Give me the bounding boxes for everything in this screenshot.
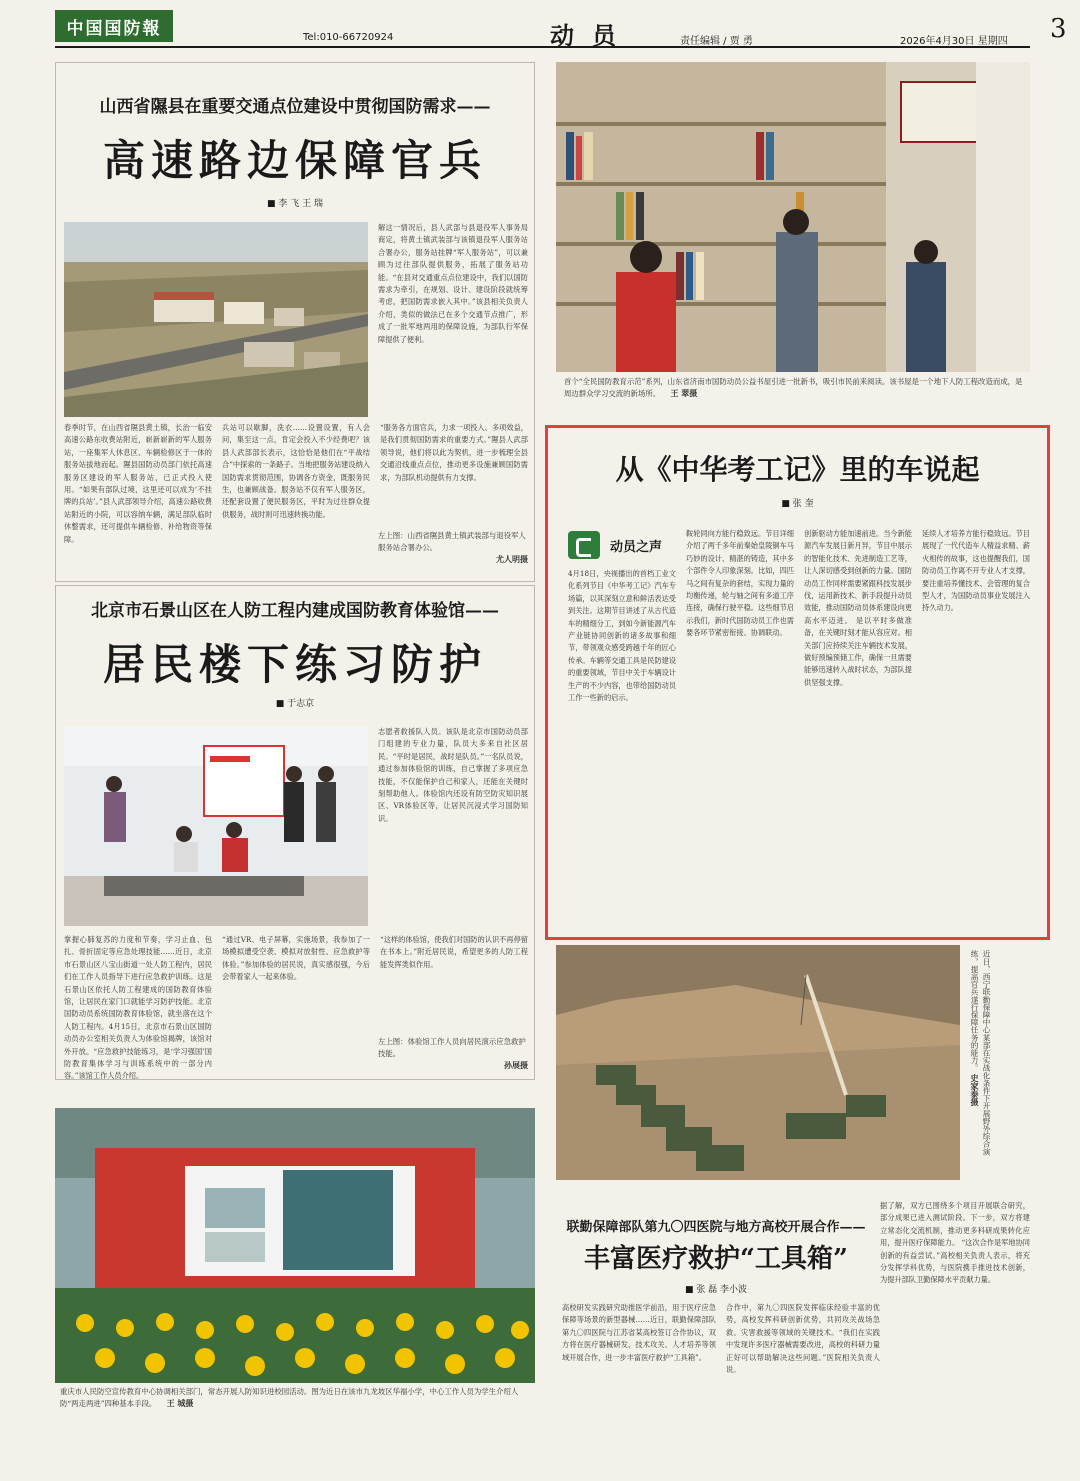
article-2-paragraph: “通过VR、电子屏幕，实施场景，我参加了一场模拟遭受空袭、模拟对放射性、应急救护等体验。”参加体验的居民说，真实感很强，今后会带着家人一起来体验。: [222, 935, 370, 982]
article-1-caption: [378, 530, 528, 566]
article-2-byline: ■ 于志京: [55, 696, 535, 709]
photo-school-civil-air-defense-education: [55, 1108, 535, 1383]
column-tag: [568, 531, 662, 559]
article-2-photo-first-aid-training: [64, 726, 368, 926]
article-4-paragraph: [880, 1200, 1030, 1432]
article-3-byline: ■ 张 奎: [548, 496, 1047, 509]
article-3-paragraph-4: 是以平时多做准备，在关键时刻才能从容应对。相关部门应持续关注车辆技术发展，做好预编预储工作，确保一旦需要能够迅速转入战时状态，为部队提供坚强支撑。: [804, 615, 912, 687]
article-3-paragraph-2: 鞍轮同向方能行稳致远。节目详细介绍了两千多年前秦始皇陵铜车马巧妙的设计、精湛的铸造，其中多个部件令人印象深刻。比如，四匹马之间有复杂的套结，实现力量的均衡传递，轮与轴之间有多道工序连接，确保行驶平稳。这些细节启示我们，新时代国防动员工作也需要各环节紧密衔接、协调联动。: [686, 529, 794, 638]
article-1-kicker: 山西省隰县在重要交通点位建设中贯彻国防需求——: [99, 97, 491, 117]
highlighted-article-box: [545, 425, 1050, 940]
caption-text: 近日，西宁联勤保障中心某部在实战化条件下开展野外综合演练，提高官兵遂行保障任务的能力。: [970, 950, 991, 1156]
article-1-byline: ■ 李 飞 王 瑞: [55, 196, 535, 209]
caption-author: 孙展摄: [504, 1061, 528, 1070]
article-4-byline: ■ 张 磊 李小波: [556, 1282, 876, 1295]
photo-field-exercise-trucks: [556, 945, 960, 1180]
article-1-paragraph: 解这一情况后，县人武部与县退役军人事务局商定，将黄土镇武装部与该镇退役军人服务站合署办公，服务站挂牌“军人服务站”，可以兼顾为过往部队提供服务，拓展了服务站功能。“在县对交通重点点位建设中，我们以国防需求为牵引，在规划、设计、建设阶段就统筹考虑，把国防需求嵌入其中。”该县相关负责人介绍，类似的做法已在多个交通节点推广，形成了一批军地两用的保障设施，为部队行军保障提供了便利。: [378, 223, 528, 344]
issue-date: 2026年4月30日 星期四: [900, 36, 1008, 47]
article-2-paragraph: “这样的体验馆，使我们对国防的认识不再停留在书本上。”附近居民说，希望更多的人防工程能发挥类似作用。: [380, 935, 528, 969]
caption-text: 左上图：体验馆工作人员向居民演示应急救护技能。: [378, 1037, 526, 1058]
article-4-columns-right: [880, 1200, 1030, 1432]
article-4-kicker: 联勤保障部队第九〇四医院与地方高校开展合作——: [566, 1220, 866, 1235]
article-4-columns: [562, 1302, 880, 1432]
article-4-paragraph: 高校研发实践研究助推医学前沿，用于医疗应急保障等场景的新型器械……近日，联勤保障部队第九〇四医院与江苏省某高校签订合作协议，双方将在医疗器械研发、技术攻关、人才培养等领域开展合作，进一步丰富医疗救护“工具箱”。: [562, 1303, 716, 1362]
photo-br-vertical-caption: [968, 950, 992, 1165]
article-1-paragraph: “服务各方面官兵，力求一项投入、多项效益，是我们贯彻国防需求的重要方式。”隰县人武部领导说，他们将以此为契机，进一步梳理全县交通沿线重点点位，推动更多设施兼顾国防需求，为部队机动提供有力支撑。: [380, 423, 528, 482]
article-2-headline: 居民楼下练习防护: [102, 640, 487, 689]
telephone: Tel:010-66720924: [303, 32, 394, 43]
article-3-paragraph-5: 延续人才培养方能行稳致远。节目展现了一代代造车人精益求精、薪火相传的故事，这也提醒我们，国防动员工作离不开专业人才支撑，要注重培养懂技术、会管理的复合型人才，为国防动员事业发展注入持久动力。: [922, 529, 1030, 613]
page-number: 3: [1050, 14, 1067, 44]
article-3-paragraph: [686, 528, 794, 928]
photo-bl-caption: [60, 1386, 530, 1410]
caption-author: 史家泰摄: [970, 1074, 979, 1107]
caption-text: 左上图：山西省隰县黄土镇武装部与退役军人服务站合署办公。: [378, 531, 526, 552]
caption-author: 尤人明摄: [496, 555, 528, 564]
caption-author: 王 翠摄: [670, 389, 698, 398]
article-2-paragraph: 掌握心肺复苏的力度和节奏，学习止血、包扎、骨折固定等应急处理技能……近日，北京市石景山区八宝山街道一处人防工程内，居民们在工作人员指导下进行应急救护训练。这是石景山区依托人防工程建成的国防教育体验馆，让居民在家门口就能学习防护技能。北京国防动员系统国防教育体验馆，就坐落在这个人防工程内。4月15日，北京市石景山区国防动员办公室相关负责人为体验馆揭牌，该馆对外开放。“应急救护技能练习，是‘学习强国’国防教育集体学习与训练系统中的一部分内容。”该馆工作人员介绍。: [64, 935, 212, 1081]
article-4-paragraph-3: 据了解，双方已围绕多个项目开展联合研究，部分成果已进入测试阶段。下一步，双方将建立常态化交流机制，推动更多科研成果转化应用，提升医疗保障能力。: [880, 1201, 1030, 1248]
section-title: 动员: [550, 22, 634, 50]
article-4-headline: 丰富医疗救护“工具箱”: [584, 1244, 848, 1274]
article-2-caption: [378, 1036, 528, 1072]
article-3-paragraph: [922, 528, 1030, 928]
article-2-columns-right: [378, 726, 528, 936]
article-1-columns-right: [378, 222, 528, 432]
caption-text: 重庆市人民防空宣传教育中心协调相关部门，常态开展人防知识进校园活动。图为近日在该市九龙坡区华福小学，中心工作人员为学生介绍人防“两走两进”四种基本手段。: [60, 1387, 519, 1408]
article-1-paragraph: 兵站可以歇脚，洗衣……设置设置，有人会问，集至这一点，肯定会投入不少经费吧？该县人武部部长表示，这恰恰是他们在“平战结合”中探索的一条路子。当地把服务站建设纳入国防需求贯彻范围，协调各方资金，既服务民生，也兼顾战备。服务站不仅有军人服务区，还配套设置了便民服务区，平时为过往群众提供服务，战时则可迅速转换功能。: [222, 423, 370, 519]
column-tag-label: 动员之声: [610, 539, 663, 555]
article-2-paragraph: 志愿者救援队人员。该队是北京市国防动员部门组建的专业力量，队员大多来自社区居民。“平时是居民，战时是队员。”一名队员说，通过参加体验馆的训练，自己掌握了多项应急技能，不仅能保护自己和家人，还能在关键时刻帮助他人。体验馆内还设有防空防灾知识展区、VR体验区等，让居民沉浸式学习国防知识。: [378, 727, 528, 823]
article-3-headline: 从《中华考工记》里的车说起: [615, 453, 980, 486]
article-4-paragraph-4: “这次合作是军地协同创新的有益尝试。”高校相关负责人表示，将充分发挥学科优势，与医院携手推进技术创新，为提升部队卫勤保障水平贡献力量。: [880, 1238, 1030, 1285]
article-3-paragraph: [568, 568, 676, 928]
caption-text: 首个“全民国防教育示范”系列，山东省济南市国防动员公益书屋引进一批新书，吸引市民前来阅读。该书屋是一个地下人防工程改造而成，是周边群众学习交流的新场所。: [564, 377, 1023, 398]
editor-credit: 责任编辑 / 贾 勇: [680, 36, 753, 47]
caption-author: 王 城摄: [166, 1399, 194, 1408]
article-1-paragraph: 春季时节，在山西省隰县黄土镇，长治一临安高速公路东收费站附近，崭新崭新的军人服务站，一座集军人休息区、车辆检修区于一体的服务站拔地而起。隰县国防动员部门依托高速服务区建设的军人服务站，已正式投入使用。“如果有部队过境，这里还可以成为‘不挂牌的兵站’。”县人武部领导介绍，高速公路收费站附近的小院，可以容纳车辆，满足部队临时休整需求，还可提供车辆检修、补给物资等保障。: [64, 423, 212, 544]
newspaper-logo: 中国国防報: [55, 10, 173, 42]
article-1-photo-highway-service-station: [64, 222, 368, 417]
photo-tr-caption: [564, 376, 1024, 400]
masthead: [55, 8, 1067, 50]
photo-public-bookstore-reading: [556, 62, 1030, 372]
article-3-paragraph-3: 创新驱动方能加速前进。当今新能源汽车发展日新月异，节目中展示的智能化技术、先进制造工艺等，让人深切感受到创新的力量。国防动员工作同样需要紧跟科技发展步伐，运用新技术、新手段提升动员效能，推动国防动员体系建设向更高水平迈进。: [804, 529, 912, 625]
article-3-paragraph: [804, 528, 912, 928]
article-2-kicker: 北京市石景山区在人防工程内建成国防教育体验馆——: [91, 601, 499, 621]
article-3-paragraph-1: 4月18日，央视播出的首档工业文化系列节目《中华考工记》汽车专场篇，以其深刻立意和鲜活表达受到关注。这期节目讲述了从古代造车的精细分工，到如今新能源汽车产业链协同创新的诸多故事和细节，带领观众感受跨越千年的匠心传承。车辆等交通工具是民防建设的重要领域，节目中关于车辆设计生产的不少内容，也带给国防动员工作一些新的启示。: [568, 569, 676, 703]
column-logo-icon: [568, 531, 600, 559]
article-1-headline: 高速路边保障官兵: [102, 136, 487, 185]
article-4-paragraph: 合作中，第九〇四医院发挥临床经验丰富的优势，高校发挥科研创新优势，共同攻关战场急救、灾害救援等领域的关键技术。“我们在实践中发现许多医疗器械需要改进，高校的科研力量正好可以帮助解决这些问题。”医院相关负责人说。: [726, 1303, 880, 1375]
